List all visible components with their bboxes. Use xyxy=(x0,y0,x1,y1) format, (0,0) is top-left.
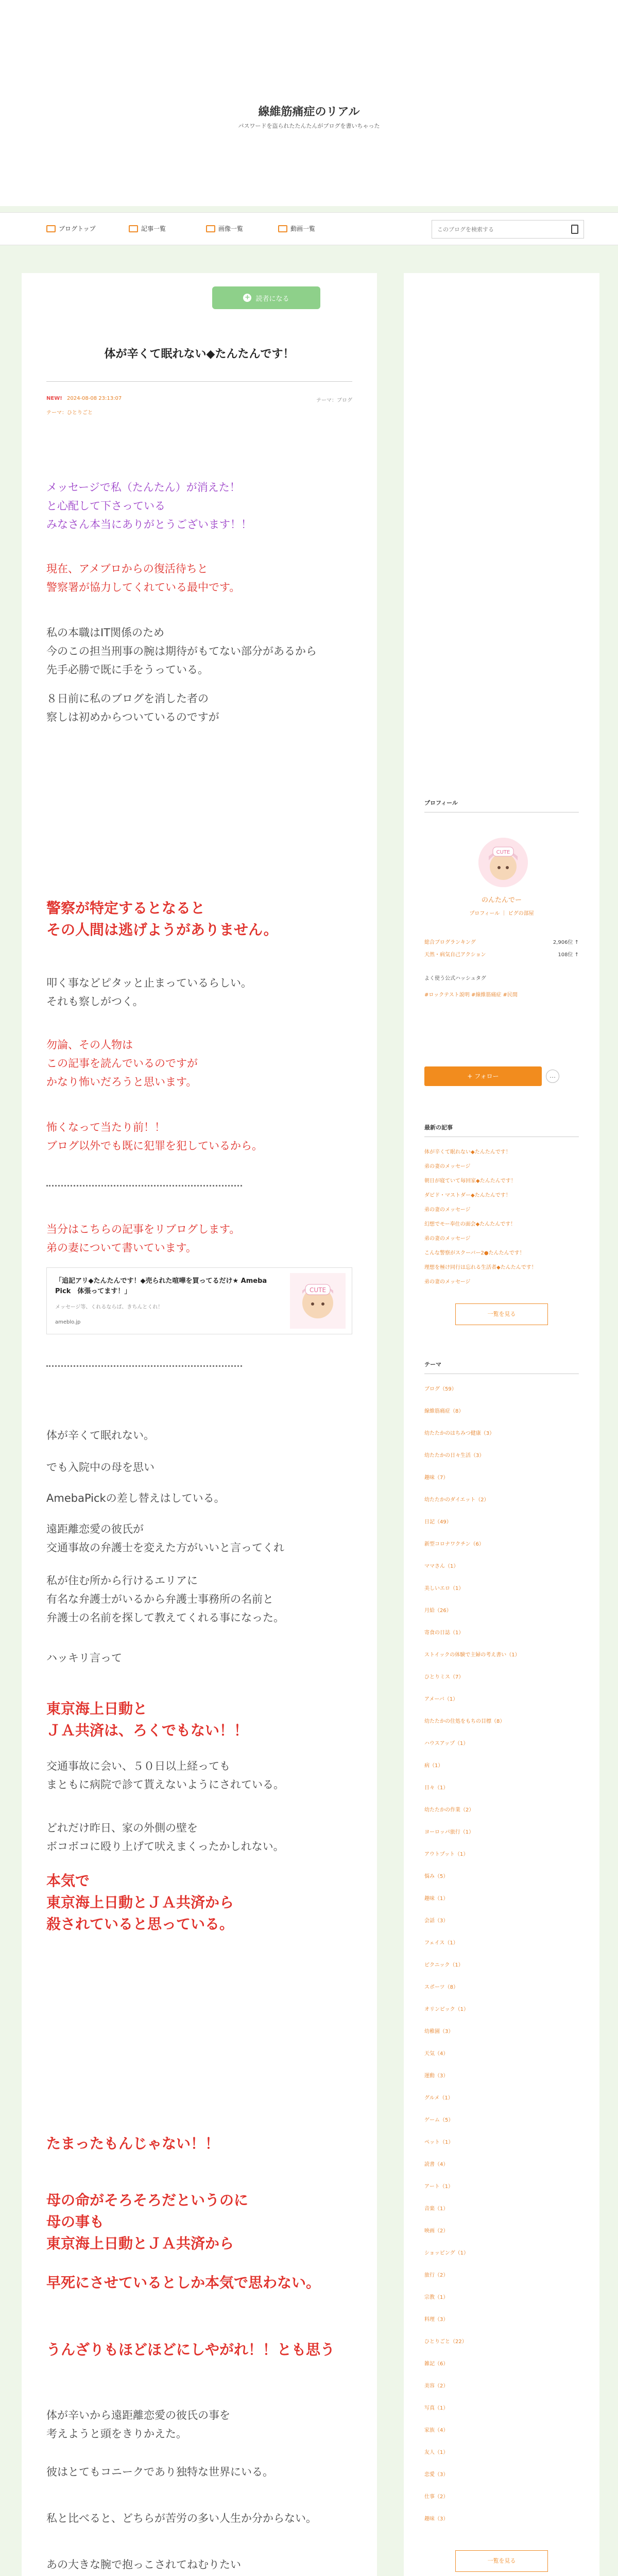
theme-link[interactable]: 運動（3） xyxy=(424,2073,449,2079)
ranking-value: 2,906位 ↑ xyxy=(553,940,579,945)
paragraph: 勿論、その人物は この記事を読んでいるのですが かなり怖いだろうと思います。 xyxy=(46,1039,198,1089)
theme-link[interactable]: ショッピング（1） xyxy=(424,2250,469,2256)
paragraph: 私が住む所から行けるエリアに 有名な弁護士がいるから弁護士事務所の名前と 弁護士の名前を探して教えてくれる事になった。 xyxy=(46,1574,284,1624)
theme-link[interactable]: 悩み（5） xyxy=(424,1874,449,1879)
recent-article-link[interactable]: 弟の妻のメッセージ xyxy=(424,1164,471,1170)
theme-link[interactable]: 月給（26） xyxy=(424,1608,452,1614)
theme-link[interactable]: 趣味（1） xyxy=(424,1896,449,1902)
theme-link[interactable]: 日記（49） xyxy=(424,1519,452,1525)
paragraph: 私の本職はIT関係のため 今のこの担当刑事の腕は期待がもてない部分があるから 先手必勝で既に手をうっている。 xyxy=(46,626,317,676)
theme-link[interactable]: 家族（4） xyxy=(424,2428,449,2433)
theme-link[interactable]: 料理（3） xyxy=(424,2317,449,2323)
nav-images-label: 画像一覧 xyxy=(218,225,244,232)
paragraph: 叩く事などピタッと止まっているらしい。 それも察しがつく。 xyxy=(46,977,252,1008)
paragraph: ハッキリ言って xyxy=(46,1652,122,1664)
theme-link[interactable]: 映画（2） xyxy=(424,2228,449,2234)
reader-button[interactable] xyxy=(212,286,320,309)
recent-article-link[interactable]: 朝日が寝ていて毎回家◆たんたんです！ xyxy=(424,1178,516,1184)
theme-link[interactable]: 美容（2） xyxy=(424,2383,449,2389)
site-description: パスワードを盗られたたんたんがブログを書いちゃった xyxy=(238,123,380,129)
reblog-card[interactable] xyxy=(46,1267,352,1334)
article-theme[interactable]: テーマ：ひとりごと xyxy=(46,410,93,416)
reblog-title: 「追記アリ◆たんたんです！◆売られた喧嘩を買ってるだけ★ Ameba Pick 体張ってます！」 xyxy=(55,1277,267,1295)
recent-heading: 最新の記事 xyxy=(424,1124,453,1131)
ranking-row[interactable] xyxy=(424,950,579,958)
article-column xyxy=(22,273,377,2576)
paragraph: 当分はこちらの記事をリブログします。 弟の妻について書いています。 xyxy=(46,1223,241,1255)
search-icon[interactable] xyxy=(571,225,578,234)
article-date: 2024-08-08 23:13:07 xyxy=(66,396,122,401)
reblog-source: ameblo.jp xyxy=(55,1319,81,1325)
profile-heading: プロフィール xyxy=(424,800,458,806)
blog-search xyxy=(432,220,584,239)
nav-blog-top[interactable] xyxy=(46,224,96,233)
theme-link[interactable]: 写真（1） xyxy=(424,2405,449,2411)
paragraph: たまったもんじゃない！！ xyxy=(46,2135,220,2152)
theme-link[interactable]: フェイス（1） xyxy=(424,1940,458,1946)
paragraph: 怖くなって当たり前！！ ブログ以外でも既に犯罪を犯しているから。 xyxy=(46,1121,263,1153)
theme-link[interactable]: ピクニック（1） xyxy=(424,1962,464,1968)
plus-icon: + xyxy=(243,294,251,302)
recent-article-link[interactable]: 弟の妻のメッセージ xyxy=(424,1236,471,1242)
hashtag-heading: よく使う公式ハッシュタグ xyxy=(424,976,486,981)
theme-link[interactable]: ハウスアップ（1） xyxy=(424,1741,469,1747)
theme-link[interactable]: 仕事（2） xyxy=(424,2494,449,2500)
recent-article-link[interactable]: 体が辛くて眠れない◆たんたんです！ xyxy=(424,1149,511,1155)
profile-name[interactable]: のんたんでー xyxy=(481,896,522,904)
theme-link[interactable]: 会話（3） xyxy=(424,1918,449,1924)
search-input[interactable] xyxy=(432,221,561,238)
paragraph: 体が辛いから遠距離恋愛の彼氏の事を 考えようと頭をきりかえた。 xyxy=(46,2409,230,2441)
article-title[interactable]: 体が辛くて眠れない◆たんたんです！ xyxy=(104,348,295,361)
theme-link[interactable]: 天気（4） xyxy=(424,2051,449,2057)
article-meta xyxy=(46,396,122,401)
paragraph: どれだけ昨日、家の外側の壁を ボコボコに殴り上げて吠えまくったかしれない。 xyxy=(46,1822,284,1853)
theme-link[interactable]: 音楽（1） xyxy=(424,2206,449,2212)
nav-articles-label: 記事一覧 xyxy=(141,225,166,232)
hashtag-list[interactable]: #ロックテスト説明 #線維筋痛症 #民間 xyxy=(424,992,518,998)
theme-link[interactable]: ゲーム（5） xyxy=(424,2117,454,2123)
nav-blog-top-label: ブログトップ xyxy=(59,225,96,232)
more-options-button[interactable]: … xyxy=(546,1070,559,1083)
ranking-row[interactable] xyxy=(424,938,579,945)
paragraph: 警察が特定するとなると その人間は逃げようがありません。 xyxy=(46,900,278,938)
paragraph: 東京海上日動と ＪＡ共済は、ろくでもない！！ xyxy=(46,1700,249,1739)
svg-text:CUTE: CUTE xyxy=(309,1286,327,1294)
nav-videos-label: 動画一覧 xyxy=(290,225,316,232)
theme-link[interactable]: ヨーロッパ旅行（1） xyxy=(424,1829,474,1835)
global-nav xyxy=(0,212,618,245)
site-header xyxy=(0,0,618,206)
theme-link[interactable]: ストイックの体験で主婦の考え書い（1） xyxy=(424,1652,520,1658)
theme-link[interactable]: 幼たたかのはちみつ健康（3） xyxy=(424,1431,495,1436)
sidebar xyxy=(404,273,599,2576)
paragraph: 母の命がそろそろだというのに 母の事も 東京海上日動とＪＡ共済から xyxy=(46,2192,249,2252)
theme-link[interactable]: ペット（1） xyxy=(424,2140,454,2145)
theme-link[interactable]: グルメ（1） xyxy=(424,2095,453,2101)
theme-link[interactable]: アート（1） xyxy=(424,2184,454,2190)
theme-link[interactable]: ママさん（1） xyxy=(424,1564,459,1569)
video-icon xyxy=(278,225,287,232)
paragraph: でも入院中の母を思い xyxy=(46,1461,154,1473)
theme-link[interactable]: 宗教（1） xyxy=(424,2295,449,2300)
theme-link[interactable]: アメーバ（1） xyxy=(424,1697,458,1702)
recent-article-link[interactable]: 弟の妻のメッセージ xyxy=(424,1207,471,1213)
theme-link[interactable]: 新型コロナワクチン（6） xyxy=(424,1541,484,1547)
profile-avatar[interactable] xyxy=(478,838,528,887)
theme-link[interactable]: 寄食の日誌（1） xyxy=(424,1630,464,1636)
new-badge: NEW! xyxy=(46,396,62,401)
paragraph: 早死にさせているとしか本気で思わない。 xyxy=(46,2274,321,2291)
reblog-thumbnail xyxy=(290,1273,346,1329)
follow-button[interactable]: + フォロー xyxy=(424,1066,542,1086)
article-menu[interactable]: テーマ：ブログ xyxy=(316,398,352,403)
dotted-divider xyxy=(46,1365,242,1367)
paragraph: ８日前に私のブログを消した者の 察しは初めからついているのですが xyxy=(46,692,219,724)
paragraph: うんざりもほどほどにしやがれ！！とも思う xyxy=(46,2341,335,2358)
nav-videos[interactable] xyxy=(278,224,315,233)
paragraph: 本気で 東京海上日動とＪＡ共済から 殺されていると思っている。 xyxy=(46,1872,234,1933)
paragraph: AmebaPickの差し替えはしている。 xyxy=(46,1492,225,1504)
paragraph: あの大きな腕で抱っこされてねむりたい xyxy=(46,2558,241,2571)
paragraph: 彼はとてもコニークであり独特な世界にいる。 xyxy=(46,2466,273,2478)
theme-link[interactable]: 雑記（6） xyxy=(424,2361,449,2367)
image-icon xyxy=(206,225,215,232)
recent-article-link[interactable]: 弟の妻のメッセージ xyxy=(424,1279,471,1285)
theme-heading: テーマ xyxy=(424,1361,441,1368)
dotted-divider xyxy=(46,1185,242,1187)
profile-links[interactable]: プロフィール ｜ ピグの部屋 xyxy=(469,911,534,917)
ranking-value: 108位 ↑ xyxy=(558,952,579,958)
theme-link[interactable]: 病（1） xyxy=(424,1763,443,1769)
recent-article-link[interactable]: 理想を極け同行は忘れる生活者◆たんたんです！ xyxy=(424,1265,537,1270)
paragraph: 私と比べると、どちらが苦労の多い人生か分からない。 xyxy=(46,2512,317,2524)
theme-link[interactable]: オリンピック（1） xyxy=(424,2007,469,2012)
recent-article-link[interactable]: 幻想でモー奉仕の面会◆たんたんです！ xyxy=(424,1222,516,1227)
theme-link[interactable]: 趣味（7） xyxy=(424,1475,449,1481)
theme-link[interactable]: 友人（1） xyxy=(424,2450,449,2455)
theme-link[interactable]: アウトプット（1） xyxy=(424,1852,469,1857)
theme-link[interactable]: 旅行（2） xyxy=(424,2273,449,2278)
theme-link[interactable]: ブログ（59） xyxy=(424,1386,457,1392)
theme-link[interactable]: 幼稚園（3） xyxy=(424,2029,454,2035)
reader-button-label: 読者になる xyxy=(255,295,289,303)
ranking-label: 総合ブログランキング xyxy=(424,940,476,945)
paragraph: メッセージで私（たんたん）が消えた！ と心配して下さっている みなさん本当にありがとうございます！！ xyxy=(46,481,252,531)
theme-link[interactable]: 趣味（3） xyxy=(424,2516,449,2522)
title-divider xyxy=(46,381,352,382)
recent-article-link[interactable]: ダビド・マストダー◆たんたんです！ xyxy=(424,1193,511,1198)
theme-link[interactable]: ひとりミス（7） xyxy=(424,1674,464,1680)
recent-article-link[interactable]: こんな警察がスクーバー2●たんたんです！ xyxy=(424,1250,525,1256)
paragraph: 現在、アメブロからの復活待ちと 警察署が協力してくれている最中です。 xyxy=(46,563,241,594)
document-icon xyxy=(129,225,138,232)
site-title[interactable]: 線維筋痛症のリアル xyxy=(258,106,360,118)
home-icon xyxy=(46,225,56,232)
nav-articles[interactable] xyxy=(129,224,166,233)
theme-link[interactable]: 線維筋痛症（8） xyxy=(424,1409,464,1414)
theme-more-button[interactable]: 一覧を見る xyxy=(455,2550,548,2572)
theme-link[interactable]: 読書（4） xyxy=(424,2162,449,2167)
paragraph: 体が辛くて眠れない。 xyxy=(46,1429,154,1442)
recent-more-button[interactable]: 一覧を見る xyxy=(455,1303,548,1325)
theme-link[interactable]: 日々（1） xyxy=(424,1785,449,1791)
theme-link[interactable]: 幼たたかの作業（2） xyxy=(424,1807,474,1813)
theme-link[interactable]: 幼たたかのダイエット（2） xyxy=(424,1497,489,1503)
theme-link[interactable]: 美しいエロ（1） xyxy=(424,1586,464,1591)
svg-text:CUTE: CUTE xyxy=(496,850,510,855)
theme-link[interactable]: スポーツ（8） xyxy=(424,1985,458,1990)
paragraph: 遠距離恋愛の彼氏が 交通事故の弁護士を変えた方がいいと言ってくれ xyxy=(46,1523,284,1554)
nav-images[interactable] xyxy=(206,224,243,233)
theme-link[interactable]: 幼たたかの住処をもちの目標（8） xyxy=(424,1719,505,1724)
theme-link[interactable]: ひとりごと（22） xyxy=(424,2339,467,2345)
reblog-subtitle: メッセージ等、くれるならば、きちんとくれ！ xyxy=(55,1304,163,1310)
theme-link[interactable]: 恋愛（3） xyxy=(424,2472,449,2478)
ranking-label: 天然・病気自己アクション xyxy=(424,952,486,958)
paragraph: 交通事故に会い、５０日以上経っても まともに病院で診て貰えないようにされている。 xyxy=(46,1760,284,1791)
theme-link[interactable]: 幼たたかの日々生活（3） xyxy=(424,1453,485,1459)
